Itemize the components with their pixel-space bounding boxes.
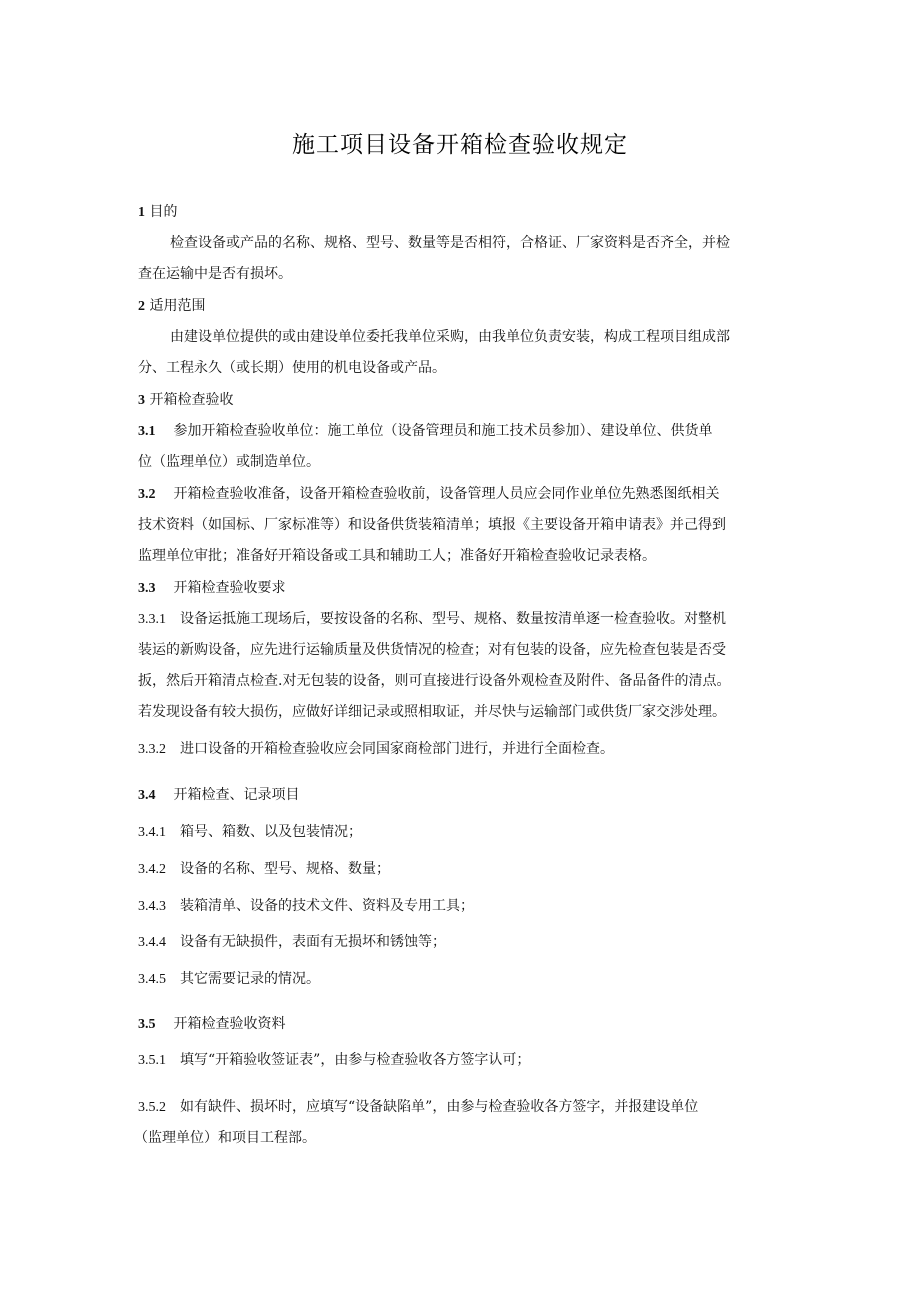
item-text: 其它需要记录的情况。 (180, 971, 320, 987)
clause-3-2-line: 技术资料（如国标、厂家标准等）和设备供货装箱清单；填报《主要设备开箱申请表》并己得到 (138, 517, 726, 533)
clause-number: 3.4 (138, 788, 156, 803)
document-title: 施工项目设备开箱检查验收规定 (292, 132, 628, 158)
section-title: 适用范围 (149, 298, 206, 314)
clause-3-5-heading (138, 1014, 802, 1035)
item-number: 3.4.2 (138, 862, 166, 877)
item-number: 3.4.3 (138, 899, 166, 914)
clause-title: 开箱检查、记录项目 (173, 787, 300, 803)
clause-3-3-heading (138, 578, 802, 599)
clause-3-2-line (138, 484, 802, 505)
list-item (138, 969, 802, 990)
section-2-paragraph-line: 分、工程永久（或长期）使用的机电设备或产品。 (138, 360, 446, 376)
clause-title: 开箱检查验收资料 (173, 1016, 286, 1032)
item-text: 填写“开箱验收签证表”，由参与检查验收各方签字认可； (180, 1052, 531, 1068)
item-3-3-2-line (138, 739, 802, 760)
clause-number: 3.5 (138, 1017, 156, 1032)
item-3-5-2-line (138, 1097, 802, 1118)
clause-text: 开箱检查验收准备，设备开箱检查验收前，设备管理人员应会同作业单位先熟悉图纸相关 (173, 486, 720, 502)
section-1-paragraph-line: 检查设备或产品的名称、规格、型号、数量等是否相符，合格证、厂家资料是否齐全，并检 (170, 235, 730, 251)
list-item (138, 859, 802, 880)
list-item (138, 822, 802, 843)
clause-title: 开箱检查验收要求 (173, 580, 286, 596)
section-title: 开箱检查验收 (149, 392, 234, 408)
item-text: 装箱清单、设备的技术文件、资料及专用工具； (180, 898, 474, 914)
item-number: 3.3.2 (138, 742, 166, 757)
item-text: 进口设备的开箱检查验收应会同国家商检部门进行，并进行全面检查。 (180, 741, 614, 757)
clause-3-1-line (138, 421, 802, 442)
section-number: 2 (138, 299, 145, 314)
item-3-3-1-line: 扳，然后开箱清点检查.对无包装的设备，则可直接进行设备外观检查及附件、备品备件的清点。 (138, 673, 731, 689)
item-text: 设备有无缺损件，表面有无损坏和锈蚀等； (180, 934, 446, 950)
clause-number: 3.3 (138, 581, 156, 596)
item-text: 箱号、箱数、以及包装情况； (180, 824, 362, 840)
clause-number: 3.1 (138, 424, 156, 439)
item-3-5-2-line: （监理单位）和项目工程部。 (134, 1130, 316, 1146)
list-item (138, 896, 802, 917)
item-3-5-1-line (138, 1050, 802, 1071)
item-number: 3.5.2 (138, 1100, 166, 1115)
section-title: 目的 (149, 204, 178, 220)
clause-text: 参加开箱检查验收单位：施工单位（设备管理员和施工技术员参加）、建设单位、供货单 (173, 423, 713, 439)
clause-3-1-line: 位（监理单位）或制造单位。 (138, 454, 320, 470)
item-3-3-1-line (138, 609, 802, 630)
item-number: 3.5.1 (138, 1053, 166, 1068)
item-number: 3.3.1 (138, 612, 166, 627)
item-3-3-1-line: 装运的新购设备，应先进行运输质量及供货情况的检查；对有包装的设备，应先检查包装是否受 (138, 642, 726, 658)
section-2-heading (138, 296, 802, 317)
item-text: 设备运抵施工现场后，要按设备的名称、型号、规格、数量按清单逐一检查验收。对整机 (180, 611, 726, 627)
list-item (138, 932, 802, 953)
section-1-paragraph-line: 查在运输中是否有损坏。 (138, 266, 292, 282)
item-text: 设备的名称、型号、规格、数量； (180, 861, 390, 877)
section-1-heading (138, 202, 802, 223)
item-text: 如有缺件、损坏时，应填写“设备缺陷单”，由参与检查验收各方签字，并报建设单位 (180, 1099, 699, 1115)
item-number: 3.4.1 (138, 825, 166, 840)
section-3-heading (138, 390, 802, 411)
clause-3-4-heading (138, 785, 802, 806)
clause-number: 3.2 (138, 487, 156, 502)
section-number: 3 (138, 393, 145, 408)
clause-3-2-line: 监理单位审批；准备好开箱设备或工具和辅助工人；准备好开箱检查验收记录表格。 (138, 548, 656, 564)
item-number: 3.4.5 (138, 972, 166, 987)
section-number: 1 (138, 205, 145, 220)
item-3-3-1-line: 若发现设备有较大损伤，应做好详细记录或照相取证，并尽快与运输部门或供货厂家交涉处理。 (138, 704, 726, 720)
section-2-paragraph-line: 由建设单位提供的或由建设单位委托我单位采购，由我单位负责安装，构成工程项目组成部 (170, 329, 730, 345)
item-number: 3.4.4 (138, 935, 166, 950)
